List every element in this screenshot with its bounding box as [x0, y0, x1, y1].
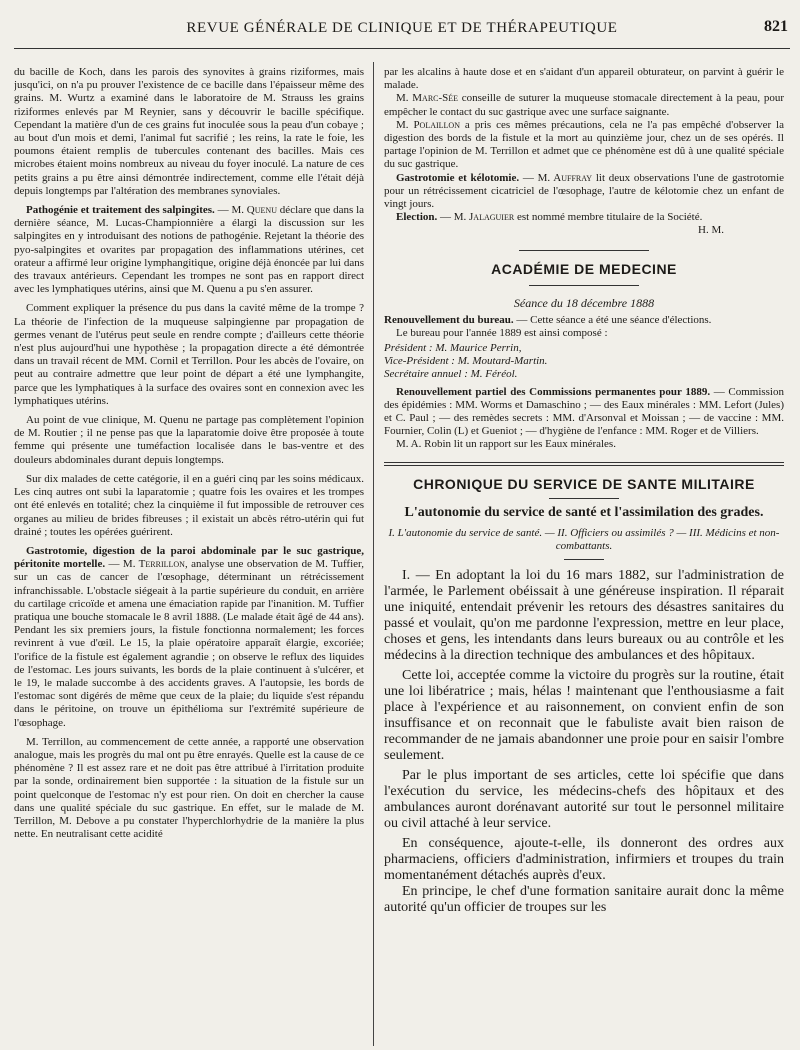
paragraph: Gastrotomie et kélotomie. — M. Auffray lit deux observations l'une de gastrotomie pour un rétrécissement cicatriciel de l'œsophage, l'autre de kélotomie chez un enfant de vingt jours.: [384, 171, 784, 211]
section-rule: [549, 498, 619, 499]
section-heading: Election.: [396, 211, 438, 224]
section-heading: Renouvellement du bureau.: [384, 313, 514, 326]
paragraph: Renouvellement partiel des Commissions permanentes pour 1889. — Commission des épidémies : MM. Worms et Damaschino ; — des Eaux minérales : MM. Lefort (Jules) et C. Paul ; — des remèdes secrets : MM. d'Arsonval et Moissan ; — de vaccine : MM. Fournier, Colin (L) et Gueniot ; — d'hygiène de l'enfance : MM. Roger et de Villiers.: [384, 385, 784, 438]
section-rule: [529, 285, 639, 286]
section-heading: Gastrotomie, digestion de la paroi abdominale par le suc gastrique, péritonite mortelle.: [14, 544, 364, 571]
journal-title: REVUE GÉNÉRALE DE CLINIQUE ET DE THÉRAPEUTIQUE: [186, 20, 618, 36]
page-number: 821: [764, 18, 788, 35]
seance-date: Séance du 18 décembre 1888: [513, 295, 655, 310]
section-rule: [384, 465, 784, 466]
header-rule: [14, 48, 790, 49]
academie-heading: ACADÉMIE DE MEDECINE: [491, 260, 677, 277]
speaker-name: M. Jalaguier: [453, 211, 515, 224]
paragraph: Par le plus important de ses articles, cette loi spécifie que dans l'exécution du service, les médecins-chefs des hôpitaux et des ambulances auront dorénavant autorité sur tout le personnel militaire ou civil attaché à leur service.: [384, 767, 784, 831]
paragraph: Sur dix malades de cette catégorie, il en a guéri cinq par les soins médicaux. Les cinq autres ont subi la laparatomie ; quatre fois les ovaires et les trompes ont été enlevés en totalité; chez la cinquième il fut impossible de retrouver ces organes au milieu de brides fibreuses ; il existait un abcès rétro-utérin qui fut drainé ; toutes les opérées guérirent.: [14, 472, 364, 538]
section-heading: Pathogénie et traitement des salpingites.: [26, 204, 215, 217]
chronique-heading: CHRONIQUE DU SERVICE DE SANTE MILITAIRE: [413, 475, 755, 492]
paragraph: M. Polaillon a pris ces mêmes précautions, cela ne l'a pas empêché d'observer la digestion des bords de la fistule et la mort au quinzième jour, chez un de ses opérés. Il partage l'opinion de M. Terrillon et admet que ce phénomène est dû à une qualité spéciale du suc gastrique.: [384, 118, 784, 171]
article-title: L'autonomie du service de santé et l'assimilation des grades.: [404, 504, 764, 520]
paragraph: En conséquence, ajoute-t-elle, ils donneront des ordres aux pharmaciens, officiers d'administration, infirmiers et troupes du train momentanément détachés auprès d'eux.: [384, 835, 784, 883]
paragraph: du bacille de Koch, dans les parois des synovites à grains riziformes, mais jusqu'ici, on n'a pu prouver l'existence de ce bacille dans l'épaisseur même des grains. M. Wurtz a examiné dans le laboratoire de M. Strauss les grains riziformes enlevés par M Reynier, sans y découvrir le bacille spécifique. Cependant la matière d'un de ces grains fut inoculée sous la peau d'un cobaye ; au bout d'un mois et demi, l'animal fut sacrifié ; les reins, la rate le foie, les poumons étaient remplis de tubercules contenant des bacilles. Mais ces microbes étaient moins nombreux au niveau du foyer inoculé. La nature de ces petits grains a pu être ainsi démontrée indirectement, comme elle l'était déjà depuis longtemps par l'altération des membranes synoviales.: [14, 66, 364, 197]
paragraph: Pathogénie et traitement des salpingites. — M. Quenu déclare que dans la dernière séance, M. Lucas-Championnière a élargi la discussion sur les salpingites en y introduisant des notions de pathogénie. Rejetant la théorie des pyo-salpingites et ovarites par propagation des inflammations utérines, cet orateur a affirmé leur origine lymphangitique, origine déjà énoncée par lui dans des travaux antérieurs. Cependant les trompes ne sont pas en rapport direct avec les lymphatiques utérins, ainsi que M. Quenu a pu s'en assurer.: [14, 204, 364, 296]
running-header: [14, 18, 790, 44]
speaker-name: M. Marc-Sée: [396, 92, 459, 105]
section-rule: [384, 462, 784, 463]
speaker-name: M. Terrillon: [122, 558, 185, 571]
paragraph: Renouvellement du bureau. — Cette séance a été une séance d'élections.: [384, 313, 712, 326]
paragraph: Au point de vue clinique, M. Quenu ne partage pas complètement l'opinion de M. Routier ; il ne pense pas que la laparatomie doive être proposée à toute femme qui présente une tuméfaction localisée dans le bas-ventre et des douleurs abdominales durant depuis longtemps.: [14, 414, 364, 466]
signature: H. M.: [698, 224, 724, 237]
vice-president-line: Vice-Président : M. Moutard-Martin.: [384, 355, 548, 368]
president-line: Président : M. Maurice Perrin,: [384, 342, 522, 355]
speaker-name: M. Quenu: [231, 204, 277, 217]
section-rule: [519, 250, 649, 251]
article-body: [384, 568, 784, 916]
left-column: [14, 66, 364, 1048]
bureau-list: [384, 342, 784, 382]
section-heading: Renouvellement partiel des Commissions permanentes pour 1889.: [396, 385, 711, 398]
paragraph: Election. — M. Jalaguier est nommé membre titulaire de la Société.: [396, 211, 703, 224]
paragraph: En principe, le chef d'une formation sanitaire aurait donc la même autorité qu'un officier de troupes sur les: [384, 883, 784, 915]
paragraph: Le bureau pour l'année 1889 est ainsi composé :: [396, 326, 608, 339]
secretary-line: Secrétaire annuel : M. Féréol.: [384, 368, 518, 381]
paragraph: M. A. Robin lit un rapport sur les Eaux minérales.: [396, 438, 616, 451]
section-rule: [564, 559, 604, 560]
paragraph: Gastrotomie, digestion de la paroi abdominale par le suc gastrique, péritonite mortelle. — M. Terrillon, analyse une observation de M. Tuffier, sur un cas de cancer de l'œsophage, déterminant un rétrécissement infranchissable. L'obstacle siégeait à la partie supérieure du conduit, en arrière du cartilage cricoïde et amena une émaciation rapide par l'inanition. M. Tuffier pratiqua une bouche stomacale le 8 avril 1888. (Le malade était âgé de 44 ans). Pendant les six premiers jours, la fistule fonctionna normalement; les forces revinrent à vue d'œil. Le 15, la plaie opératoire apparaît élargie, excoriée; l'orifice de la fistule est également agrandie ; on observe le reflux des liquides de l'estomac. Les jours suivants, les bords de la plaie continuent à s'ulcérer, et le 19, le malade succombe à des accidents graves. A l'autopsie, les bords de l'estomac sont digérés de même que ceux de la plaie; du liquide s'est répandu dans le péritoine, on trouve un épithélioma sur l'extrémité supérieure de l'œsophage.: [14, 544, 364, 729]
right-column: [384, 66, 784, 1048]
paragraph: M. Marc-Sée conseille de suturer la muqueuse stomacale directement à la peau, pour empêcher le contact du suc gastrique avec une surface saignante.: [384, 92, 784, 118]
column-divider: [373, 62, 374, 1046]
signature-line: [384, 224, 784, 237]
section-heading: Gastrotomie et kélotomie.: [396, 171, 520, 184]
speaker-name: M. Polaillon: [396, 118, 460, 131]
paragraph: Cette loi, acceptée comme la victoire du progrès sur la routine, était une loi libératrice ; mais, hélas ! maintenant que l'enthousiasme a fait place à l'expérience et au raisonnement, on convient enfin de son insuffisance et on reconnait que le fabuliste avait bien raison de recommander de ne jamais abandonner une proie pour en saisir l'ombre seulement.: [384, 667, 784, 763]
article-summary: I. L'autonomie du service de santé. — II. Officiers ou assimilés ? — III. Médicins et non-combattants.: [388, 526, 780, 552]
speaker-name: M. Auffray: [537, 171, 593, 184]
paragraph: I. — En adoptant la loi du 16 mars 1882, sur l'administration de l'armée, le Parlement obéissait à une généreuse inspiration. Il réparait une iniquité, entendait prévenir les retours des désastres sanitaires du passé et voulait, qu'on me pardonne l'expression, mettre en leur place, choses et gens, les intendants dans leurs bureaux ou au contrôle et les médecins à la direction technique des ambulances et des hôpitaux.: [384, 567, 784, 663]
paragraph: M. Terrillon, au commencement de cette année, a rapporté une observation analogue, mais les progrès du mal ont pu être enrayés. Quelle est la cause de ce phénomène ? Il est assez rare et ne doit pas être attribué à l'irritation produite par la sonde, ordinairement bien supportée : la situation de la fistule sur un point quelconque de l'estomac n'y est pour rien. On doit en chercher la cause dans une qualité spéciale du suc gastrique. En effet, sur le malade de M. Terrillon, M. Debove a pu constater l'hyperchlorhydrie de la manière la plus nette. En neutralisant cette acidité: [14, 735, 364, 841]
paragraph: par les alcalins à haute dose et en s'aidant d'un appareil obturateur, on parvint à guérir le malade.: [384, 66, 784, 92]
paragraph: Comment expliquer la présence du pus dans la cavité même de la trompe ? La théorie de l'infection de la muqueuse salpingienne par propagation de germes venant de l'utérus peut seule en rendre compte ; d'ailleurs cette théorie n'est plus aujourd'hui une hypothèse ; la propagation directe a été démontrée dans un travail récent de MM. Cornil et Terrillon. Pour les abcès de l'ovaire, on peut au contraire admettre que leur point de départ a été une lymphangite, parce que les lymphatiques à la surface des ovaires sont en connexion avec les lymphatiques utérins.: [14, 302, 364, 407]
